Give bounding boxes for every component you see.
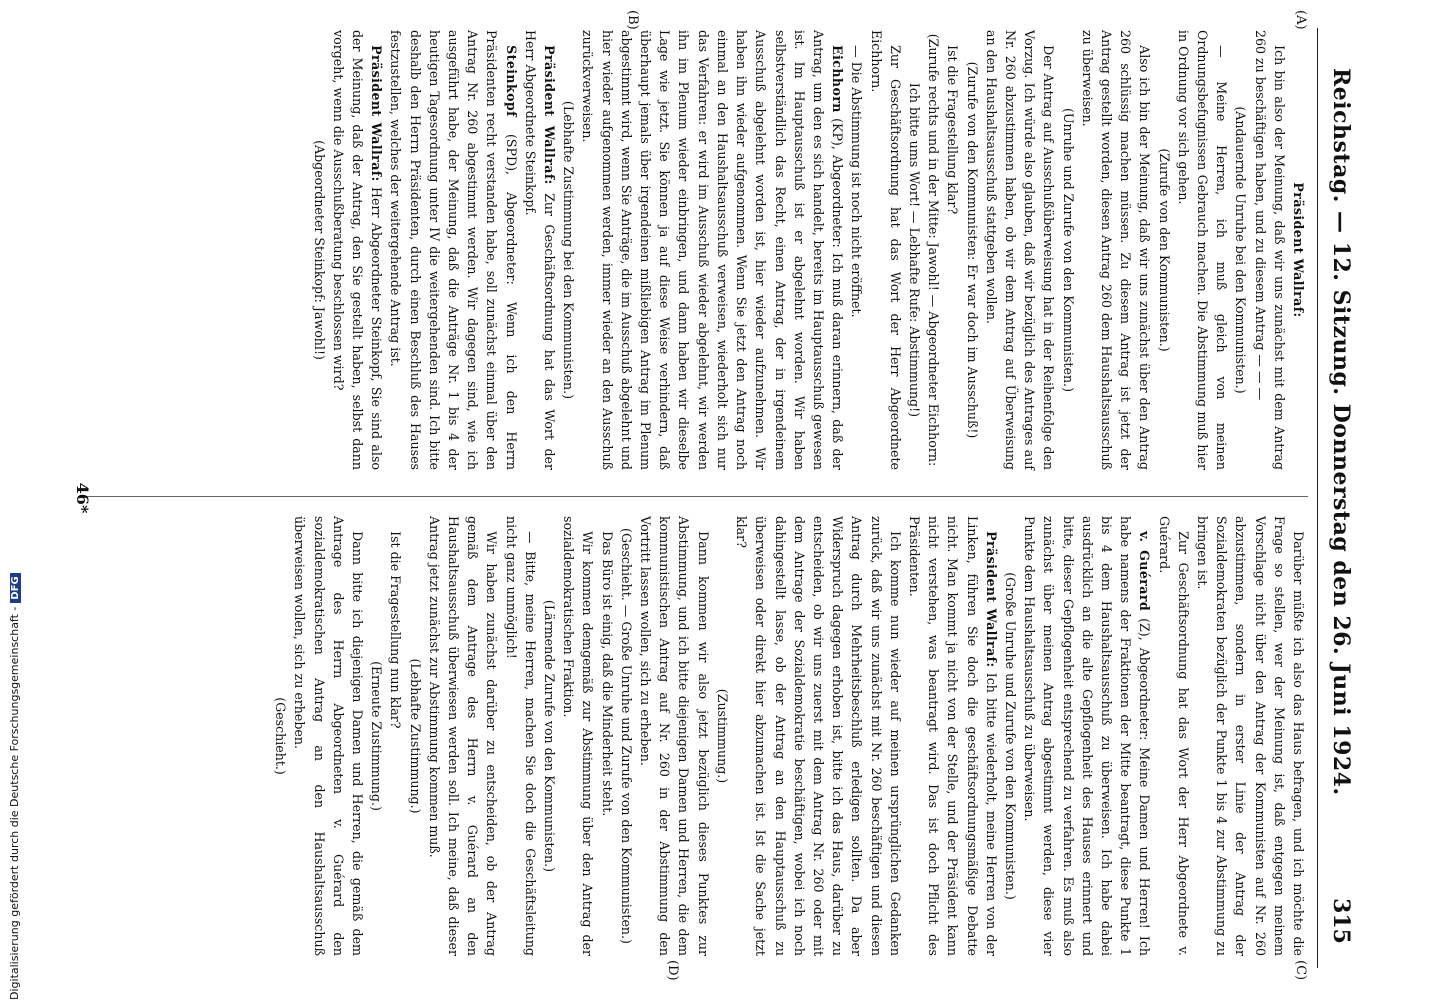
paragraph: Ich bin also der Meinung, daß wir uns zunächst mit dem Antrag 260 zu beschäftigen haben, und zu diesem Antrag — — — <box>1252 30 1287 470</box>
margin-mark-c: (C) <box>1293 960 1308 981</box>
speech-paragraph <box>905 516 1001 956</box>
interjection: (Unruhe und Zurufe von den Kommunisten.) <box>1060 108 1076 392</box>
speech-text: Ich bitte wiederholt, meine Herren von der Linken, führen Sie doch die geschäftsordnungsmäßige Debatte nicht. Man kommt ja nicht von der Stelle, und der Präsident kann nicht verstehen, was beantragt wird. Das ist doch Pflicht des Präsidenten. <box>906 516 999 956</box>
interjection: (Geschieht. — Große Unruhe und Zurufe von den Kommunisten.) <box>618 528 634 944</box>
margin-mark-d: (D) <box>665 960 680 981</box>
paragraph: Dann kommen wir also jetzt bezüglich dieses Punktes zur Abstimmung, und ich bitte diejenigen Damen und Herren, die dem kommunistischen Antrag auf Nr. 260 in der Abstimmung den Vortritt lassen wollen, sich zu erheben. <box>638 516 711 956</box>
paragraph: Ich komme nun wieder auf meinen ursprünglichen Gedanken zurück, daß wir uns zunächst mit Nr. 260 beschäftigen und diesen Antrag durch Mehrheitsbeschluß erledigen sollten. Da aber Widerspruch dagegen erhoben ist, bitte ich das Haus, darüber zu entscheiden, ob wir uns zuerst mit dem Antrag Nr. 260 oder mit dem Antrage der Sozialdemokratie beschäftigen, wobei ich noch dahingestellt lasse, ob der Antrag an den Hauptausschuß zu überweisen oder direkt hier abzumachen ist. Ist die Sache jetzt klar? <box>734 516 903 956</box>
interjection: (Abgeordneter Steinkopf: Jawohl!) <box>311 140 327 360</box>
header-title: Reichstag. — 12. Sitzung. Donnerstag den 26. Juni 1924. <box>1328 68 1354 796</box>
interjection: (Geschieht.) <box>273 697 289 775</box>
margin-mark-a: (A) <box>1293 10 1308 30</box>
speaker-name: Präsident Wallraf: <box>542 45 558 185</box>
left-column <box>309 30 1308 470</box>
document-page <box>30 8 1360 988</box>
interjection: (Große Unruhe und Zurufe von den Kommunisten.) <box>1002 572 1018 900</box>
digitization-note <box>8 573 21 1000</box>
speaker-name: Steinkopf <box>503 45 519 117</box>
speaker-name: Präsident Wallraf: <box>1291 182 1306 318</box>
right-column <box>271 516 1308 956</box>
column-divider <box>78 496 1308 497</box>
paragraph: Der Antrag auf Ausschußüberweisung hat in der Reihenfolge den Vorzug. Ich würde also glauben, daß wir bezüglich des Antrages auf Nr. 260 abzustimmen haben, ob wir dem Antrag auf Überweisung an den Haushaltsausschuß stattgeben wollen. <box>983 30 1057 470</box>
page-number: 315 <box>1328 898 1354 944</box>
speaker-heading <box>1289 30 1308 470</box>
speaker-name: Eichhorn <box>830 45 846 113</box>
paragraph: Also ich bin der Meinung, daß wir uns zunächst über den Antrag 260 schlüssig machen müssen. Zu diesem Antrag ist jetzt der Antrag gestellt worden, diesen Antrag 260 dem Haushaltsausschuß zu überweisen. <box>1079 30 1153 470</box>
speech-paragraph <box>1020 516 1154 956</box>
paragraph: Darüber müßte ich also das Haus befragen, und ich möchte die Frage so stellen, wer der Meinung ist, daß entgegen meinem Vorschlage nicht über den Antrag der Kommunisten auf Nr. 260 abzustimmen, sondern in erster Linie der Antrag der Sozialdemokraten bezüglich der Punkte 1 bis 4 zur Abstimmung zu bringen ist. <box>1194 516 1306 956</box>
interjection: (Erneute Zustimmung.) <box>369 661 385 811</box>
paragraph: — Meine Herren, ich muß gleich von meinen Ordnungsbefugnissen Gebrauch machen. Die Abstimmung muß hier in Ordnung vor sich gehen. <box>1175 30 1230 470</box>
paragraph: Wir kommen demgemäß zur Abstimmung über den Antrag der sozialdemokratischen Fraktion. <box>561 516 596 956</box>
interjection: (Zurufe von den Kommunisten: Er war doch im Ausschuß!) <box>964 61 980 439</box>
speech-text: Zur Geschäftsordnung hat das Wort der Herr Abgeordnete Steinkopf. <box>522 30 558 470</box>
interjection: (Lebhafte Zustimmung.) <box>407 658 423 814</box>
signature-mark: 46* <box>73 482 92 514</box>
interjection: (Zustimmung.) <box>714 688 730 784</box>
speech-paragraph <box>386 30 520 470</box>
paragraph: — Die Abstimmung ist noch nicht eröffnet. <box>849 45 865 318</box>
paragraph: — Bitte, meine Herren, machen Sie doch die Geschäftsleitung nicht ganz unmöglich! <box>503 516 538 956</box>
speaker-name: v. Guérard <box>1137 531 1153 612</box>
interjection: (Zurufe rechts und in der Mitte: Jawohl! — Abgeordneter Eichhorn: Ich bitte ums Wort! — Lebhafte Rufe: Abstimmung!) <box>906 33 942 467</box>
speech-text: (KP), Abgeordneter: Ich muß daran erinnern, daß der Antrag, um den es sich handelt, bereits im Hauptausschuß gewesen ist. Im Hauptausschuß ist er abgelehnt worden. Wir haben selbstverständlich das Recht, einen Antrag, der in irgendeinem Ausschuß abgelehnt worden ist, hier wieder aufzunehmen. Wir haben ihn wieder aufgenommen. Wenn Sie jetzt den Antrag noch einmal an den Haushaltsausschuß verweisen, wiederholt sich nur das Verfahren: er wird im Ausschuß wieder abgelehnt, wir werden ihn im Plenum wieder einbringen, und dann haben wir dieselbe Lage wie jetzt. Sie können ja auf diese Weise verhindern, daß überhaupt jemals über irgendeinen mißliebigen Antrag im Plenum abgestimmt wird, wenn Sie Anträge, die im Ausschuß abgelehnt und hier wieder aufgenommen werden, immer wieder an den Ausschuß zurückverweisen. <box>580 30 846 470</box>
speaker-name: Präsident Wallraf: <box>983 531 999 668</box>
dfg-logo: DFG <box>10 573 21 602</box>
paragraph: Das Büro ist einig, daß die Minderheit steht. <box>599 531 615 817</box>
speech-text: Herr Abgeordneter Steinkopf, Sie sind also der Meinung, daß der Antrag, den Sie gestellt haben, selbst dann vorgeht, wenn die Ausschußberatung beschlossen wird? <box>330 30 385 470</box>
paragraph: Dann bitte ich diejenigen Damen und Herren, die gemäß dem Antrage des Herrn Abgeordneten v. Guérard den sozialdemokratischen Antrag an den Haushaltsausschuß überweisen wollen, sich zu erheben. <box>292 516 366 956</box>
interjection: (Lebhafte Zustimmung bei den Kommunisten.) <box>561 100 577 400</box>
interjection: (Lärmende Zurufe von den Kommunisten.) <box>542 599 558 873</box>
speech-paragraph <box>578 30 847 470</box>
paragraph: Ist die Fragestellung klar? <box>945 45 961 215</box>
paragraph: Wir haben zunächst darüber zu entscheiden, ob der Antrag gemäß dem Antrage des Herrn v. Guérard an den Haushaltsausschuß überwiesen werden soll. Ich meine, daß dieser Antrag jetzt zunächst zur Abstimmung kommen muß. <box>426 516 500 956</box>
paragraph: Zur Geschäftsordnung hat das Wort der Herr Abgeordnete Eichhorn. <box>868 30 903 470</box>
paragraph: Ist die Fragestellung nun klar? <box>388 531 404 729</box>
digitization-text: Digitalisierung gefördert durch die Deutsche Forschungsgemeinschaft - <box>8 606 21 1000</box>
speaker-name: Präsident Wallraf: <box>369 45 385 182</box>
paragraph: Zur Geschäftsordnung hat das Wort der Herr Abgeordnete v. Guérard. <box>1156 516 1191 956</box>
speech-paragraph <box>521 30 559 470</box>
speech-paragraph <box>329 30 387 470</box>
interjection: (Zurufe von den Kommunisten.) <box>1156 148 1172 352</box>
speech-text: (SPD), Abgeordneter: Wenn ich den Herrn Präsidenten recht verstanden habe, soll zunächst einmal über den Antrag Nr. 260 abgestimmt werden. Wir dagegen sind, wie ich ausgeführt habe, der Meinung, daß die Anträge Nr. 1 bis 4 der heutigen Tagesordnung unter IV die weitergehenden sind. Ich bitte deshalb den Herrn Präsidenten, durch einen Beschluß des Hauses festzustellen, welches der weitergehende Antrag ist. <box>388 30 519 470</box>
margin-mark-b: (B) <box>625 10 640 30</box>
page-header <box>1317 28 1358 968</box>
speech-text: (Z), Abgeordneter: Meine Damen und Herren! Ich habe namens der Fraktionen der Mitte beantragt, diese Punkte 1 bis 4 dem Haushaltsausschuß zu überweisen. Ich habe dabei ausdrücklich an die alte Gepflogenheit des Hauses erinnert und bitte, dieser Gepflogenheit entsprechend zu verfahren. Es muß also zunächst über meinen Antrag abgestimmt werden, diese vier Punkte dem Haushaltsausschuß zu überweisen. <box>1022 516 1153 957</box>
interjection: (Andauernde Unruhe bei den Kommunisten.) <box>1233 106 1249 394</box>
